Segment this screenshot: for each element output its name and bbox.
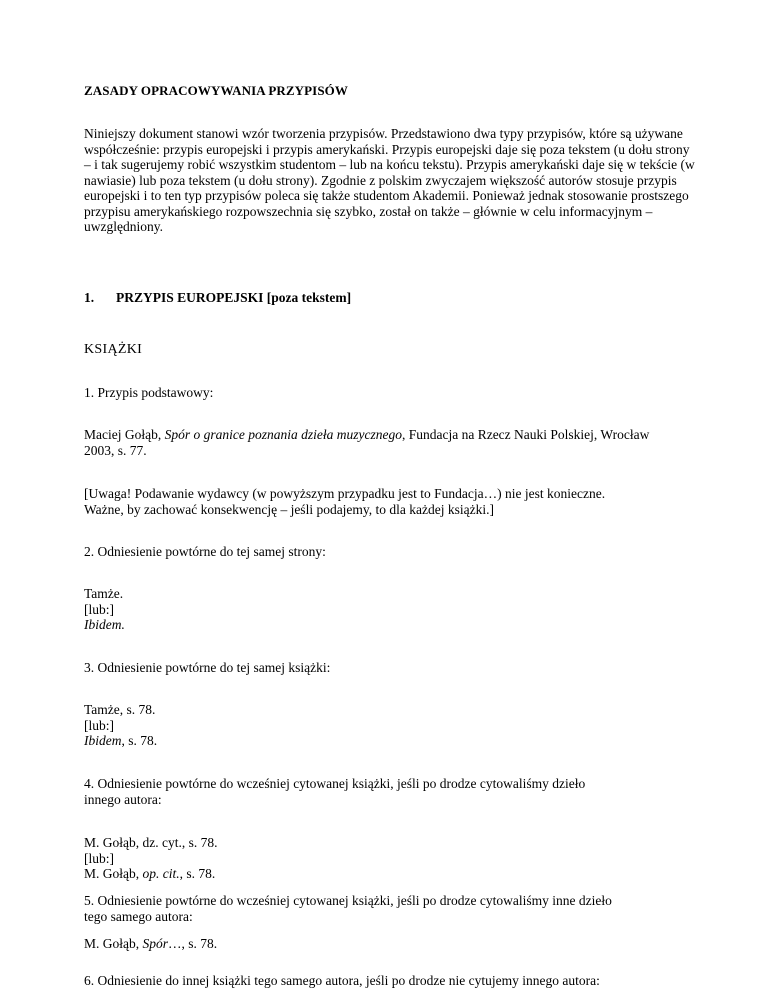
item-heading-same-book: 3. Odniesienie powtórne do tej samej książki: [84, 660, 331, 675]
item-heading-other-author [84, 776, 694, 807]
heading-line: 4. Odniesienie powtórne do wcześniej cytowanej książki, jeśli po drodze cytowaliśmy dzieło [84, 776, 586, 791]
example-title: Spór o granice poznania dzieła muzycznego [164, 427, 402, 442]
subsection-heading-books: KSIĄŻKI [84, 342, 143, 357]
example-italic: Spór [142, 936, 169, 951]
example-line: [lub:] [84, 717, 114, 733]
item-example-basic [84, 427, 694, 458]
example-start: M. Gołąb, [84, 936, 143, 951]
heading-line: tego samego autora: [84, 908, 193, 924]
example-rest: …, s. 78. [168, 936, 218, 951]
example-line: Ibidem. [84, 617, 125, 632]
example-italic: op. cit. [142, 866, 180, 881]
example-start: M. Gołąb, [84, 866, 143, 881]
example-author: Maciej Gołąb, [84, 427, 165, 442]
example-line: Tamże. [84, 586, 124, 601]
note-line: Ważne, by zachować konsekwencję – jeśli podajemy, to dla każdej książki.] [84, 501, 495, 517]
item-example-same-page [84, 586, 694, 633]
item-heading-same-page: 2. Odniesienie powtórne do tej samej strony: [84, 544, 326, 559]
example-line: [lub:] [84, 601, 114, 617]
intro-paragraph: Niniejszy dokument stanowi wzór tworzenia przypisów. Przedstawiono dwa typy przypisów, które są używane współcześnie: przypis europejski i przypis amerykański. Przypis europejski daje się poza tekstem (u dołu strony – i tak sugerujemy robić wszystkim studentom – lub na końcu tekstu). Przypis amerykański daje się w tekście (w nawiasie) lub poza tekstem (u dołu strony). Zgodnie z polskim zwyczajem większość autorów stosuje przypis europejski i to ten typ przypisów poleca się także studentom Akademii. Ponieważ jednak stosowanie prostszego przypisu amerykańskiego rozpowszechnia się szybko, został on także – głównie w celu informacyjnym – uwzględniony. [84, 126, 695, 234]
section-number: 1. [84, 290, 95, 305]
example-line: Tamże, s. 78. [84, 702, 156, 717]
example-year-page: 2003, s. 77. [84, 442, 147, 458]
note-line: [Uwaga! Podawanie wydawcy (w powyższym przypadku jest to Fundacja…) nie jest konieczne. [84, 486, 606, 501]
heading-line: innego autora: [84, 791, 162, 807]
example-line: M. Gołąb, dz. cyt., s. 78. [84, 835, 218, 850]
item-note [84, 486, 694, 517]
example-rest: , s. 78. [179, 866, 216, 881]
section-label: PRZYPIS EUROPEJSKI [poza tekstem] [116, 290, 352, 305]
item-heading-another-book-same-author: 6. Odniesienie do innej książki tego samego autora, jeśli po drodze nie cytujemy innego autora: [84, 973, 600, 988]
example-publisher: , Fundacja na Rzecz Nauki Polskiej, Wrocław [401, 427, 650, 442]
item-heading-same-author-other-work [84, 893, 694, 924]
item-example-same-book [84, 702, 694, 749]
heading-line: 5. Odniesienie powtórne do wcześniej cytowanej książki, jeśli po drodze cytowaliśmy inne dzieło [84, 893, 612, 908]
section-heading-european [84, 290, 694, 306]
document-title: ZASADY OPRACOWYWANIA PRZYPISÓW [84, 83, 348, 98]
example-line: [lub:] [84, 850, 114, 866]
item-example-other-author [84, 835, 694, 882]
example-line [84, 936, 694, 952]
item-example-same-author-other-work [84, 936, 694, 952]
example-line [84, 866, 694, 882]
example-line [84, 733, 694, 749]
item-heading-basic: 1. Przypis podstawowy: [84, 385, 214, 400]
example-rest: , s. 78. [121, 733, 158, 748]
example-line [84, 427, 694, 443]
example-italic: Ibidem [84, 733, 122, 748]
